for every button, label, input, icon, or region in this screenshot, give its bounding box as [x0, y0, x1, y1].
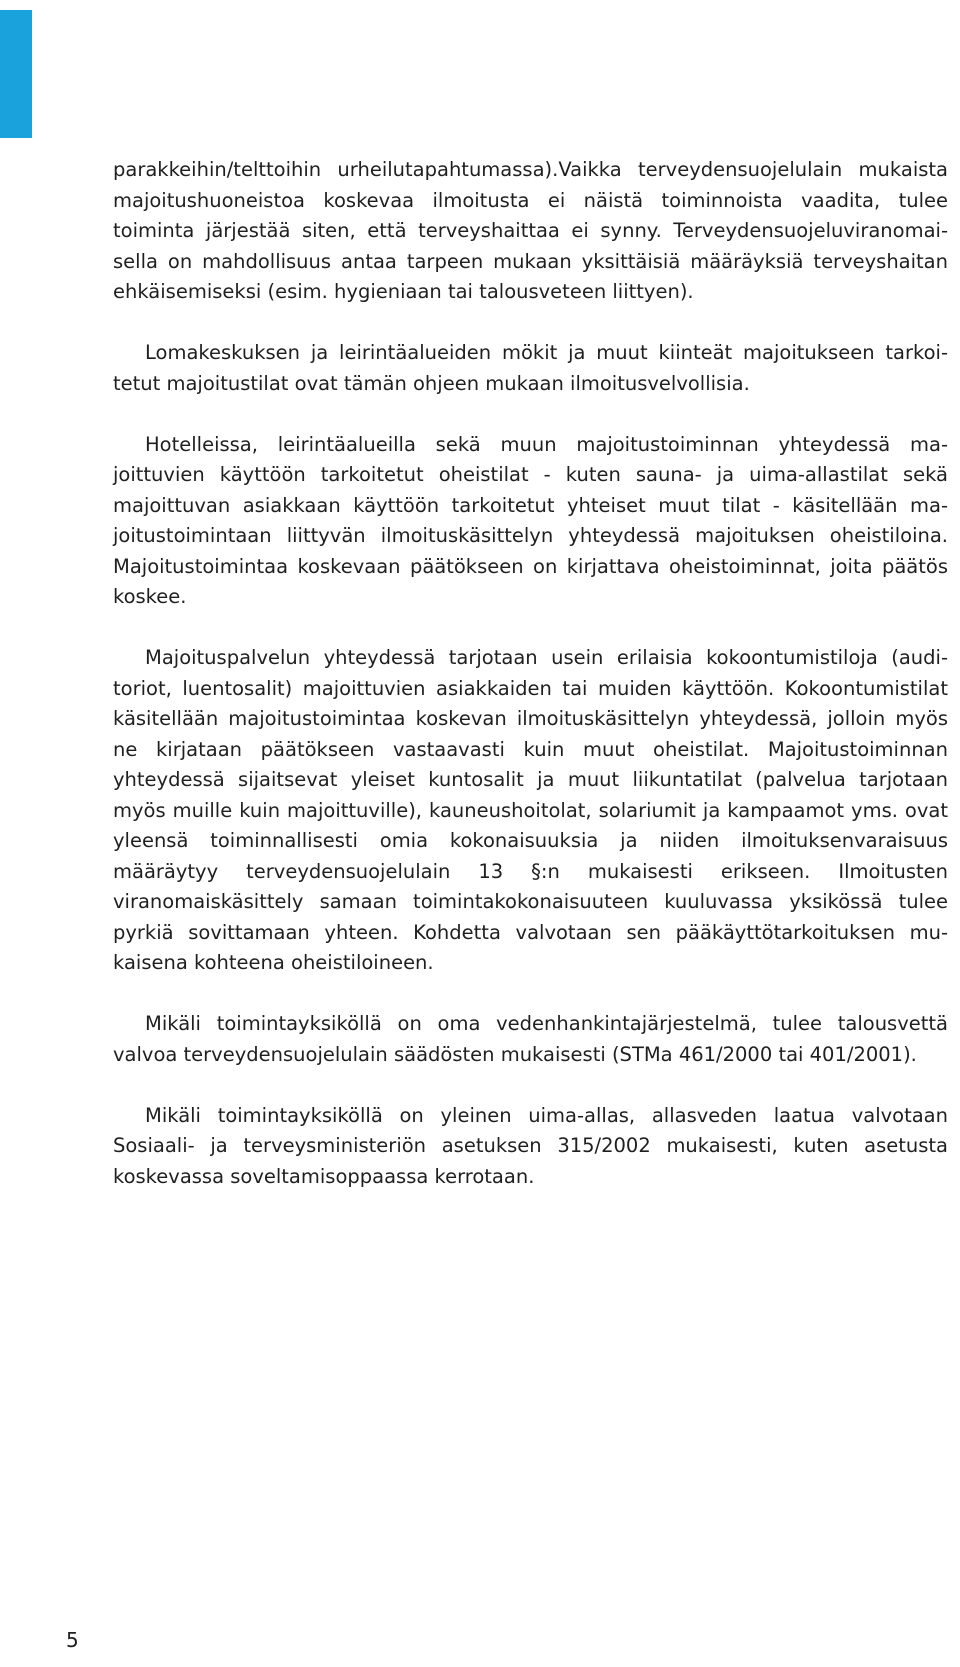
paragraph-3: Hotelleissa, leirintäalueilla sekä muun majoitustoiminnan yhteydessä majoittuvien käyttöön tarkoitetut oheistilat - kuten sauna- ja uima-allastilat sekä majoittuvan asiakkaan käyttöön tarkoitetut yhteiset muut tilat - käsitellään majoitustoimintaan liittyvän ilmoituskäsittelyn yhteydessä majoituksen oheistiloina. Majoitustoimintaa koskevaan päätökseen on kirjattava oheistoiminnat, joita päätös koskee.	[113, 432, 948, 608]
paragraph-5: Mikäli toimintayksiköllä on oma vedenhankintajärjestelmä, tulee talousvettä valvoa terveydensuojelulain säädösten mukaisesti (STMa 461/2000 tai 401/2001).	[113, 1012, 948, 1066]
paragraph-4: Majoituspalvelun yhteydessä tarjotaan usein erilaisia kokoontumistiloja (auditoriot, luentosalit) majoittuvien asiakkaiden tai muiden käyttöön. Kokoontumistilat käsitellään majoitustoimintaa koskevan ilmoituskäsittelyn yhteydessä, jolloin myös ne kirjataan päätökseen vastaavasti kuin muut oheistilat. Majoitustoiminnan yhteydessä sijaitsevat yleiset kuntosalit ja muut liikuntatilat (palvelua tarjotaan myös muille kuin majoittuville), kauneushoitolat, solariumit ja kampaamot yms. ovat yleensä toiminnallisesti omia kokonaisuuksia ja niiden ilmoituksenvaraisuus määräytyy terveydensuojelulain 13 §:n mukaisesti erikseen. Ilmoitusten viranomaiskäsittely samaan toimintakokonaisuuteen kuuluvassa yksikössä tulee pyrkiä sovittamaan yhteen. Kohdetta valvotaan sen pääkäyttötarkoituksen mukaisena kohteena oheistiloineen.	[113, 646, 948, 974]
accent-bar	[0, 10, 32, 138]
page-number: 5	[66, 1628, 79, 1652]
body-text	[113, 155, 948, 1192]
paragraph-2: Lomakeskuksen ja leirintäalueiden mökit ja muut kiinteät majoitukseen tarkoitetut majoitustilat ovat tämän ohjeen mukaan ilmoitusvelvollisia.	[113, 341, 948, 395]
paragraph-1: parakkeihin/telttoihin urheilutapahtumassa).Vaikka terveydensuojelulain mukaista majoitushuoneistoa koskevaa ilmoitusta ei näistä toiminnoista vaadita, tulee toiminta järjestää siten, että terveyshaittaa ei synny. Terveydensuojeluviranomaisella on mahdollisuus antaa tarpeen mukaan yksittäisiä määräyksiä terveyshaitan ehkäisemiseksi (esim. hygieniaan tai talousveteen liittyen).	[113, 158, 948, 303]
paragraph-6: Mikäli toimintayksiköllä on yleinen uima-allas, allasveden laatua valvotaan Sosiaali- ja terveysministeriön asetuksen 315/2002 mukaisesti, kuten asetusta koskevassa soveltamisoppaassa kerrotaan.	[113, 1103, 948, 1188]
